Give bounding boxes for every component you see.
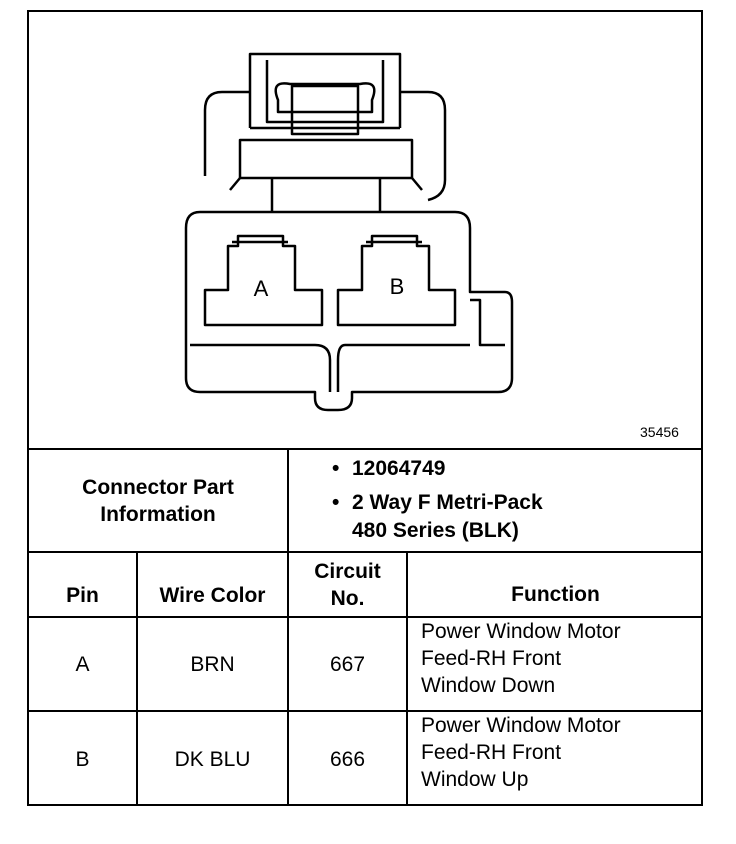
header-wire-color: Wire Color	[159, 583, 266, 607]
header-pin: Pin	[66, 583, 99, 607]
row-a-wire-color: BRN	[190, 652, 235, 676]
row-a-function: Power Window Motor Feed-RH Front Window Down	[421, 620, 621, 697]
row-a-circuit: 667	[329, 652, 366, 676]
header-circuit: Circuit No.	[314, 559, 381, 610]
part-info-label-line1: Connector Part	[82, 475, 234, 499]
part-description: • 2 Way F Metri-Pack 480 Series (BLK)	[332, 491, 543, 542]
cavity-b-label: B	[389, 274, 405, 299]
cavity-a-label: A	[253, 276, 269, 301]
figure-number: 35456	[640, 424, 679, 440]
header-function: Function	[511, 582, 600, 606]
part-info-label-line2: Information	[100, 502, 216, 526]
latch-outer	[250, 54, 400, 128]
collar	[240, 140, 412, 178]
row-b-pin: B	[75, 747, 90, 771]
row-a-pin: A	[75, 652, 90, 676]
row-b-wire-color: DK BLU	[174, 747, 251, 771]
row-b-function: Power Window Motor Feed-RH Front Window Up	[421, 714, 621, 791]
row-b-circuit: 666	[329, 747, 366, 771]
part-info-label	[29, 450, 287, 551]
part-number: • 12064749	[332, 457, 446, 480]
latch-tab	[276, 83, 375, 112]
